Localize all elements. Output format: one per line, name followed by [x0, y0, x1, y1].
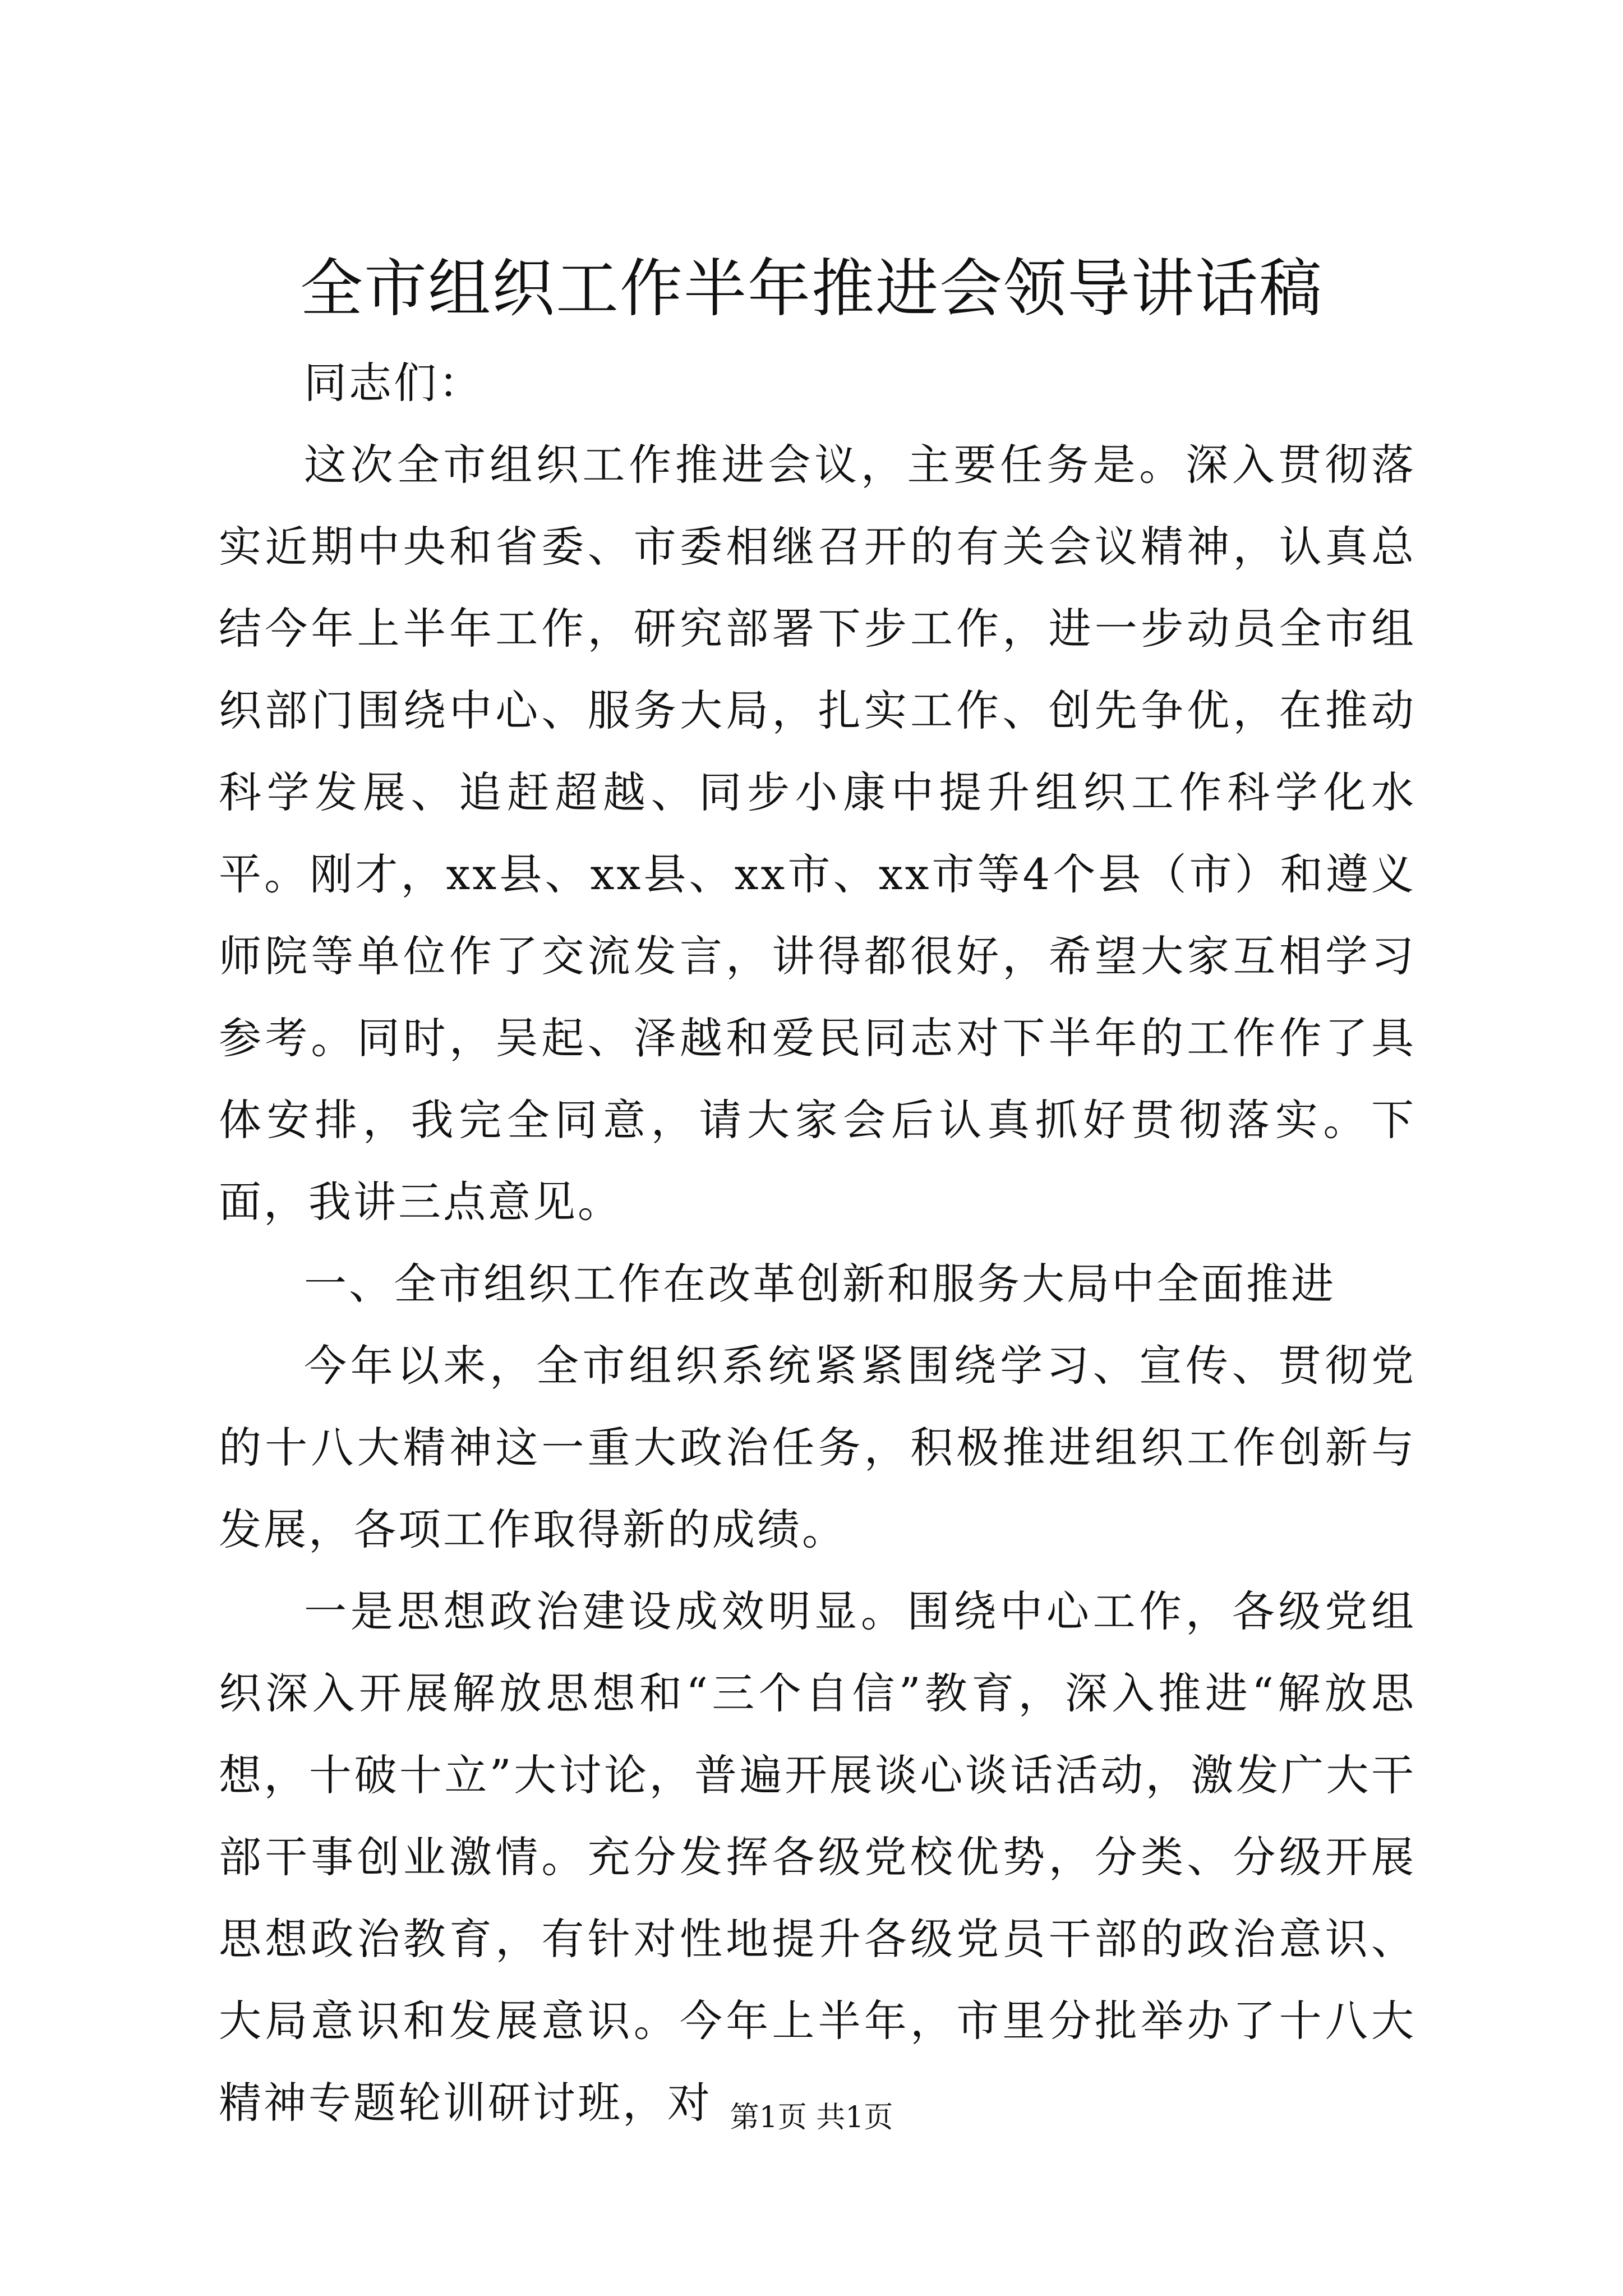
paragraph: 今年以来，全市组织系统紧紧围绕学习、宣传、贯彻党的十八大精神这一重大政治任务，积极推进组织工作创新与发展，各项工作取得新的成绩。 — [219, 1341, 1416, 1554]
document-body — [219, 342, 1416, 2144]
paragraph: 一是思想政治建设成效明显。围绕中心工作，各级党组织深入开展解放思想和“三个自信”教育，深入推进“解放思想，十破十立”大讨论，普遍开展谈心谈话活动，激发广大干部干事创业激情。充分发挥各级党校优势，分类、分级开展思想政治教育，有针对性地提升各级党员干部的政治意识、大局意识和发展意识。今年上半年，市里分批举办了十八大精神专题轮训研讨班，对 — [219, 1586, 1416, 2128]
salutation: 同志们： — [304, 358, 483, 408]
document-title: 全市组织工作半年推进会领导讲话稿 — [300, 252, 1323, 325]
section-heading: 一、全市组织工作在改革创新和服务大局中全面推进 — [304, 1259, 1336, 1309]
paragraph: 这次全市组织工作推进会议，主要任务是。深入贯彻落实近期中央和省委、市委相继召开的有关会议精神，认真总结今年上半年工作，研究部署下步工作，进一步动员全市组织部门围绕中心、服务大局，扎实工作、创先争优，在推动科学发展、追赶超越、同步小康中提升组织工作科学化水平。刚才，xx县、xx县、xx市、xx市等4个县（市）和遵义师院等单位作了交流发言，讲得都很好，希望大家互相学习参考。同时，吴起、泽越和爱民同志对下半年的工作作了具体安排，我完全同意，请大家会后认真抓好贯彻落实。下面，我讲三点意见。 — [219, 440, 1416, 1227]
page-footer: 第1页 共1页 — [730, 2101, 893, 2134]
